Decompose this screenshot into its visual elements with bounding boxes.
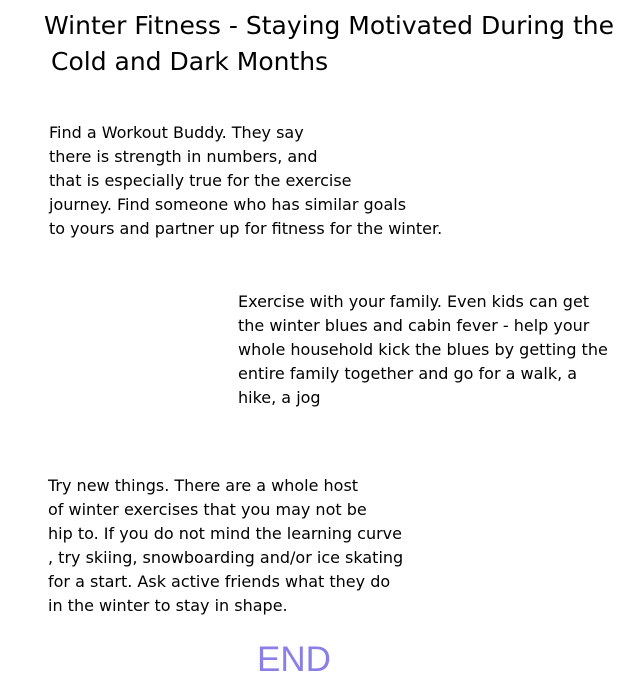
paragraph-family-exercise xyxy=(238,290,608,410)
paragraph-line: in the winter to stay in shape. xyxy=(48,596,288,616)
title-line: Winter Fitness - Staying Motivated During the xyxy=(44,11,614,40)
paragraph-line: of winter exercises that you may not be xyxy=(48,500,367,520)
paragraph-line: there is strength in numbers, and xyxy=(49,147,318,167)
end-label: END xyxy=(257,640,331,679)
paragraph-line: Exercise with your family. Even kids can get xyxy=(238,292,590,311)
page-title xyxy=(44,8,624,80)
paragraph-line: Find a Workout Buddy. They say xyxy=(49,123,304,142)
paragraph-line: , try skiing, snowboarding and/or ice skating xyxy=(48,548,404,568)
title-line: Cold and Dark Months xyxy=(51,47,329,76)
paragraph-line: to yours and partner up for fitness for the winter. xyxy=(49,219,443,239)
paragraph-line: Try new things. There are a whole host xyxy=(48,476,359,495)
paragraph-line: that is especially true for the exercise xyxy=(49,171,352,191)
paragraph-line: the winter blues and cabin fever - help your xyxy=(238,316,590,336)
paragraph-line: hip to. If you do not mind the learning curve xyxy=(48,524,402,544)
paragraph-new-things xyxy=(48,474,403,619)
paragraph-line: hike, a jog xyxy=(238,388,321,408)
paragraph-line: for a start. Ask active friends what they do xyxy=(48,572,391,592)
paragraph-line: journey. Find someone who has similar goals xyxy=(49,195,407,215)
paragraph-workout-buddy xyxy=(49,121,442,241)
paragraph-line: entire family together and go for a walk, a xyxy=(238,364,578,384)
paragraph-line: whole household kick the blues by getting the xyxy=(238,340,608,360)
